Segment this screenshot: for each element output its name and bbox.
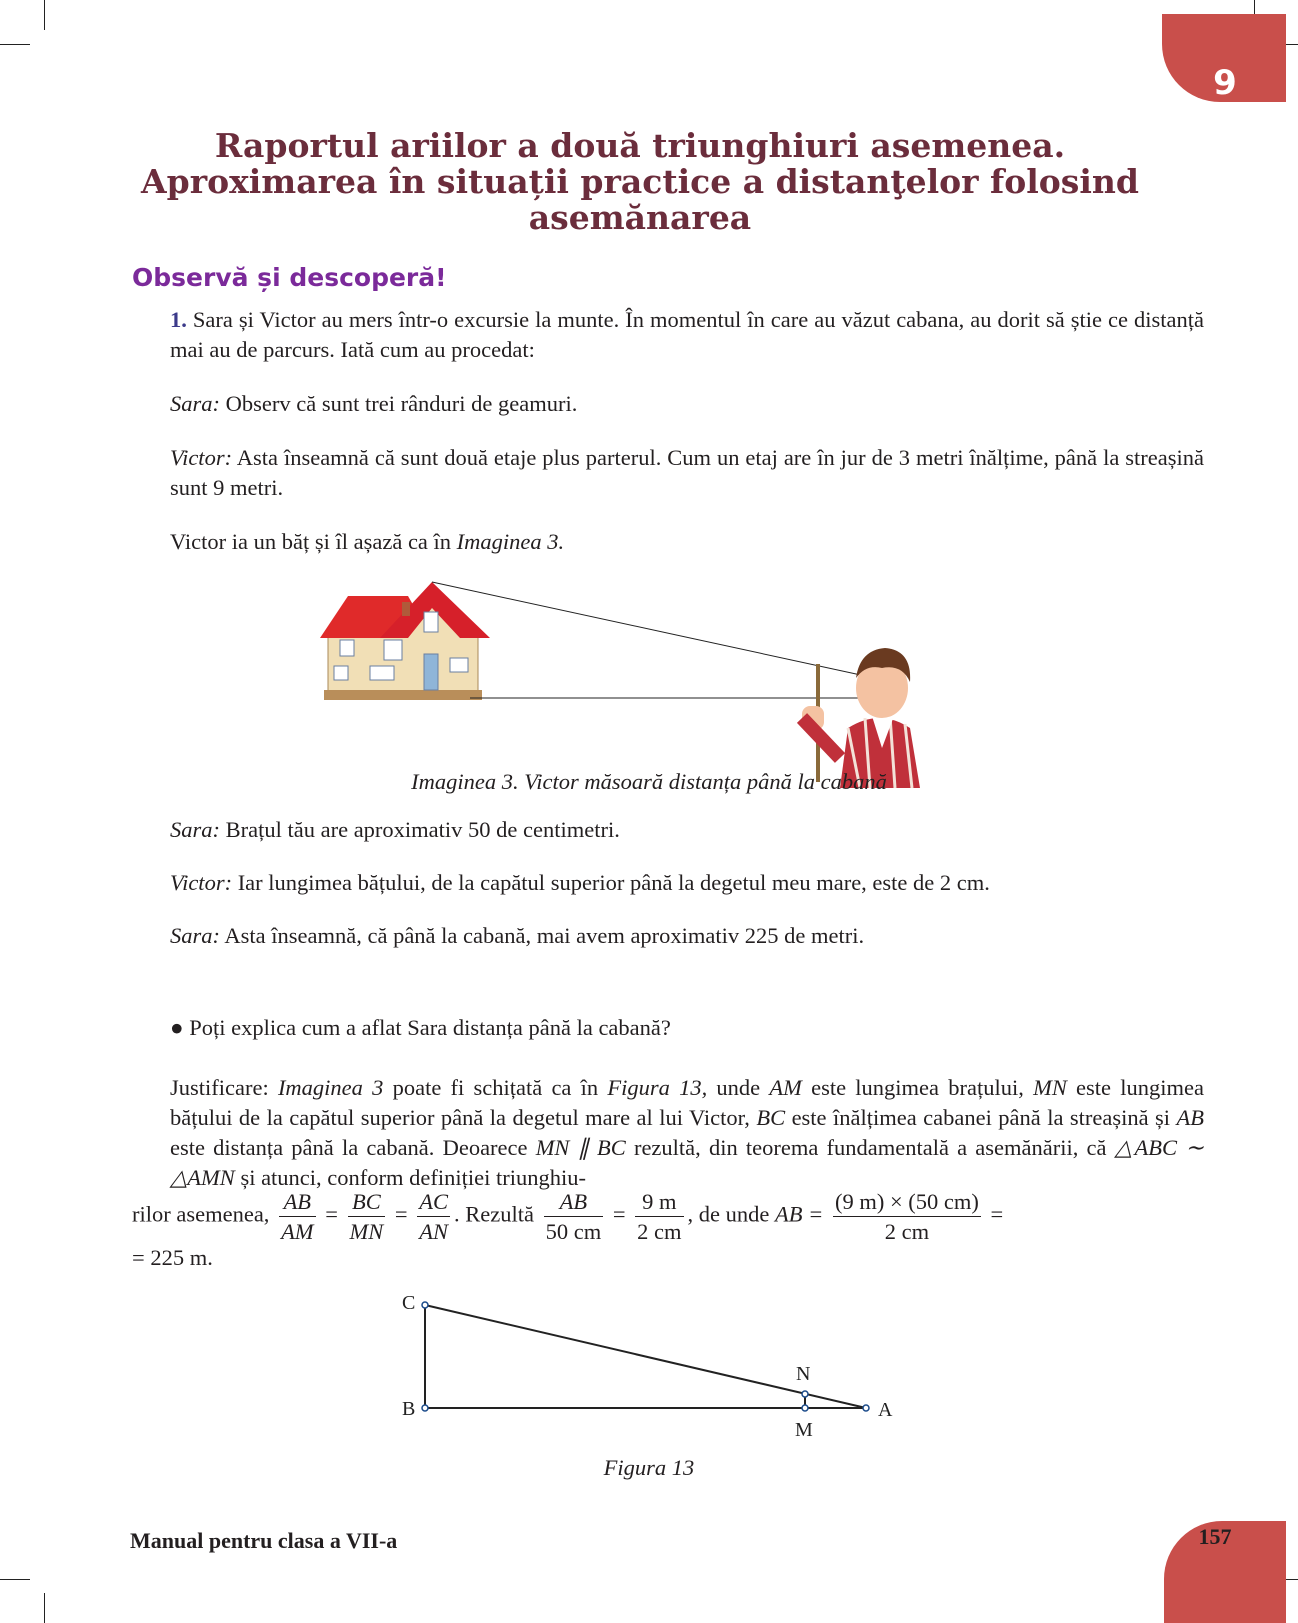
label-b: B — [402, 1398, 416, 1420]
numerator: BC — [348, 1187, 386, 1217]
numerator: (9 m) × (50 cm) — [833, 1187, 981, 1217]
instruction-text: Victor ia un băț și îl așază ca în — [170, 529, 452, 554]
denominator: 2 cm — [637, 1219, 682, 1244]
question-text: Sara și Victor au mers într-o excursie la munte. În momentul în care au văzut cabana, au dorit să știe ce distanță mai au de parcurs. Iată cum au procedat: — [170, 307, 1204, 362]
dialog-line — [132, 921, 1204, 951]
justification-text: . Rezultă — [453, 1201, 534, 1227]
measurement-illustration — [320, 578, 980, 788]
dialog-line — [132, 868, 1204, 898]
dialog-text: Asta înseamnă, că până la cabană, mai avem aproximativ 225 de metri. — [224, 923, 865, 948]
justification-label: Justificare: — [170, 1075, 269, 1100]
instruction-line — [132, 527, 1204, 557]
image-reference: Imaginea 3 — [277, 1075, 384, 1100]
numerator: AB — [279, 1187, 316, 1217]
numerator: AB — [544, 1187, 604, 1217]
dialog-line — [132, 443, 1204, 503]
segment-bc: BC — [756, 1105, 786, 1130]
speaker: Sara: — [170, 817, 220, 842]
label-c: C — [402, 1292, 416, 1314]
crop-mark — [0, 1579, 30, 1580]
crop-mark — [0, 44, 30, 45]
equals-sign: = — [325, 1201, 338, 1227]
label-n: N — [796, 1363, 811, 1385]
bullet-icon: ● — [170, 1015, 184, 1040]
question-number: 1. — [170, 307, 187, 332]
dialog-text: Brațul tău are aproximativ 50 de centimetri. — [225, 817, 620, 842]
label-a: A — [878, 1399, 893, 1421]
segment-am: AM — [769, 1075, 802, 1100]
crop-mark — [44, 0, 45, 30]
numerator: 9 m — [635, 1187, 683, 1217]
numerator: AC — [417, 1187, 450, 1217]
segment-mn: MN — [1033, 1075, 1067, 1100]
denominator: 50 cm — [545, 1219, 602, 1244]
title-line: Raportul ariilor a două triunghiuri asemenea. — [214, 126, 1066, 165]
chapter-tab — [1162, 14, 1286, 102]
figure-reference: Figura 13, — [607, 1075, 708, 1100]
footer-title: Manual pentru clasa a VII-a — [130, 1528, 398, 1553]
segment-ab: AB — [1176, 1105, 1205, 1130]
image3-caption: Imaginea 3. Victor măsoară distanța până la cabană — [411, 769, 887, 794]
equals-sign: = — [394, 1201, 408, 1227]
justification-text: este distanța până la cabană. Deoarece — [170, 1135, 528, 1160]
similarity-statement: △ABC ∼ △AMN — [170, 1135, 1205, 1190]
justification-text: este înălțimea cabanei până la streașină și — [791, 1105, 1171, 1130]
dialog-line — [132, 815, 1204, 845]
point-a — [863, 1405, 869, 1411]
speaker: Victor: — [170, 870, 233, 895]
fraction — [417, 1187, 450, 1246]
figure-13 — [390, 1280, 910, 1440]
formula-line — [132, 1187, 1166, 1246]
justification-text: este lungimea brațului, — [811, 1075, 1024, 1100]
denominator: AN — [419, 1219, 448, 1244]
sight-line-top — [432, 582, 870, 677]
title-line: Aproximarea în situații practice a distanţelor folosind — [141, 162, 1139, 201]
result-line: = 225 m. — [132, 1245, 213, 1270]
denominator: MN — [349, 1219, 384, 1244]
title-line: asemănarea — [528, 198, 752, 237]
fraction — [279, 1187, 316, 1246]
justification-paragraph — [132, 1073, 1204, 1193]
dialog-line — [132, 389, 1204, 419]
question-paragraph — [132, 305, 1204, 365]
page-title — [140, 128, 1140, 236]
point-n — [802, 1391, 808, 1397]
justification-text: și atunci, conform definiției triunghiu- — [240, 1165, 586, 1190]
fraction — [348, 1187, 386, 1246]
dialog-text: Observ că sunt trei rânduri de geamuri. — [225, 391, 578, 416]
justification-text: rilor asemenea, — [132, 1201, 270, 1227]
equals-sign: = — [990, 1201, 1004, 1227]
fraction — [635, 1187, 683, 1246]
dialog-text: Iar lungimea bățului, de la capătul superior până la degetul meu mare, este de 2 cm. — [237, 870, 990, 895]
point-m — [802, 1405, 808, 1411]
fraction — [544, 1187, 604, 1246]
justification-text: unde — [716, 1075, 761, 1100]
chapter-number: 9 — [1213, 63, 1237, 103]
justification-text: poate fi schițată ca în — [392, 1075, 599, 1100]
speaker: Sara: — [170, 391, 220, 416]
dialog-text: Asta înseamnă că sunt două etaje plus parterul. Cum un etaj are în jur de 3 metri înălțime, până la streașină sunt 9 metri. — [170, 445, 1204, 500]
justification-text: este lungimea bățului de la capătul superior până la degetul mare al lui Victor, — [170, 1075, 1204, 1130]
figure13-caption: Figura 13 — [603, 1455, 695, 1480]
house-picture — [320, 582, 490, 700]
speaker: Sara: — [170, 923, 220, 948]
justification-text: rezultă, din teorema fundamentală a asemănării, că — [633, 1135, 1107, 1160]
crop-mark — [44, 1593, 45, 1623]
parallel-statement: MN ∥ BC — [535, 1135, 626, 1160]
denominator: 2 cm — [884, 1219, 930, 1244]
fraction — [833, 1187, 981, 1246]
segment-ca-line — [425, 1305, 866, 1408]
speaker: Victor: — [170, 445, 233, 470]
justification-text: , de unde — [687, 1201, 770, 1227]
equals-sign: = — [612, 1201, 626, 1227]
page-number: 157 — [1198, 1524, 1232, 1549]
image-reference: Imaginea 3. — [456, 529, 565, 554]
section-heading: Observă și descoperă! — [132, 263, 447, 292]
segment-ab: AB = — [775, 1201, 824, 1227]
denominator: AM — [281, 1219, 314, 1244]
label-m: M — [795, 1419, 813, 1440]
bullet-text: Poți explica cum a aflat Sara distanța până la cabană? — [189, 1015, 671, 1040]
point-b — [422, 1405, 428, 1411]
point-c — [422, 1302, 428, 1308]
bullet-question — [132, 1013, 1204, 1043]
